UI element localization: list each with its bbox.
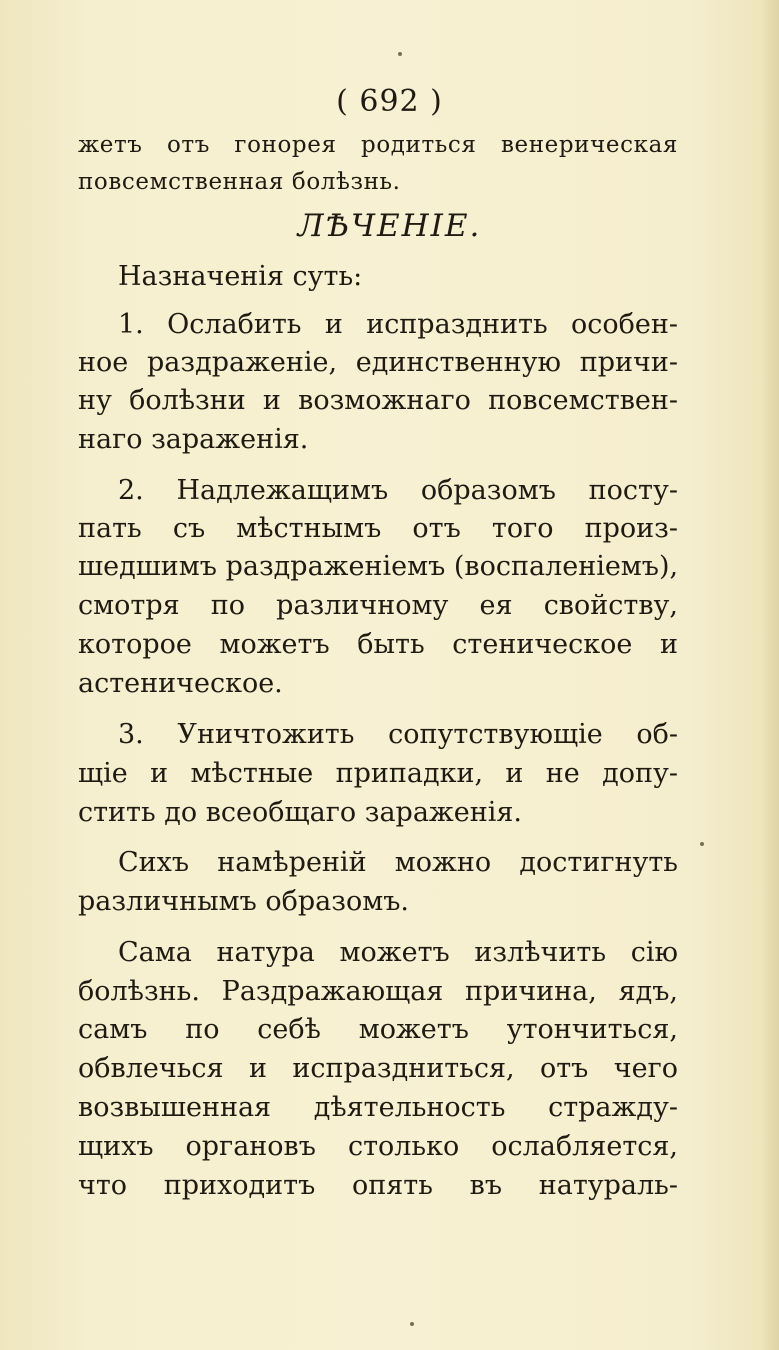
text-line: что приходитъ опять въ натураль-	[78, 1170, 678, 1201]
text-line: 3. Уничтожить сопутствующіе об-	[118, 719, 678, 750]
text-line: астеническое.	[78, 668, 283, 699]
text-line: 1. Ослабить и испразднить особен-	[118, 309, 678, 340]
text-line: которое можетъ быть стеническое и	[78, 629, 678, 660]
page-edge-shadow	[761, 0, 779, 1350]
text-line: Сама натура можетъ излѣчить сію	[118, 937, 678, 968]
text-line: щихъ органовъ столько ослабляется,	[78, 1131, 678, 1162]
text-line: самъ по себѣ можетъ утончиться,	[78, 1014, 678, 1045]
text-line: шедшимъ раздраженіемъ (воспаленіемъ),	[78, 551, 679, 582]
ink-speck	[398, 52, 402, 56]
text-line: наго зараженія.	[78, 424, 309, 455]
ink-speck	[410, 1322, 414, 1326]
text-line: 2. Надлежащимъ образомъ посту-	[118, 475, 678, 506]
section-heading: ЛѢЧЕНІЕ.	[297, 208, 482, 244]
text-line: пать съ мѣстнымъ отъ того произ-	[78, 513, 678, 544]
text-line: ну болѣзни и возможнаго повсемствен-	[78, 385, 678, 416]
page-number: ( 692 )	[336, 84, 443, 119]
text-line: различнымъ образомъ.	[78, 886, 409, 917]
text-line: жетъ отъ гонорея родиться венерическая	[78, 132, 678, 158]
ink-speck	[700, 842, 704, 846]
text-line: стить до всеобщаго зараженія.	[78, 797, 522, 828]
text-line: обвлечься и испраздниться, отъ чего	[78, 1053, 678, 1084]
text-line: повсемственная болѣзнь.	[78, 169, 401, 195]
text-line: щіе и мѣстные припадки, и не допу-	[78, 758, 678, 789]
text-line: Сихъ намѣреній можно достигнуть	[118, 847, 678, 878]
text-line: Назначенія суть:	[118, 261, 363, 292]
text-line: болѣзнь. Раздражающая причина, ядъ,	[78, 976, 678, 1007]
text-line: возвышенная дѣятельность стражду-	[78, 1092, 678, 1123]
text-line: ное раздраженіе, единственную причи-	[78, 347, 678, 378]
text-line: смотря по различному ея свойству,	[78, 590, 678, 621]
